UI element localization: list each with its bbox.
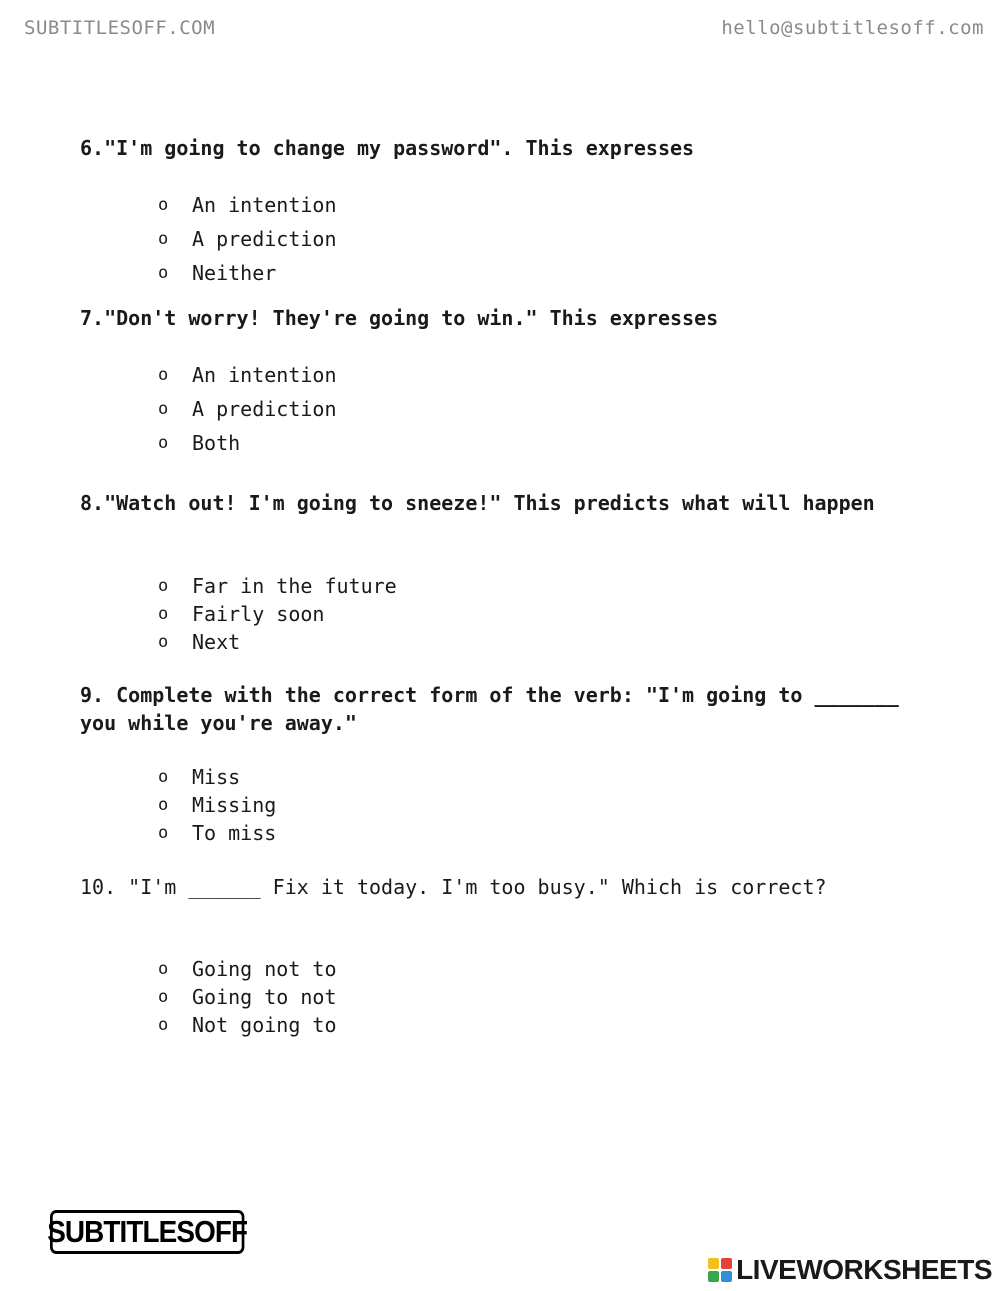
liveworksheets-logo-text: LIVEWORKSHEETS [736,1254,992,1285]
radio-bullet-icon: o [158,263,169,283]
subtitlesoff-logo [47,1210,248,1254]
radio-bullet-icon: o [158,195,169,215]
option[interactable] [158,600,397,628]
option-label: Missing [192,793,277,817]
option[interactable] [158,819,276,847]
radio-bullet-icon: o [158,823,169,843]
option[interactable] [158,763,276,791]
options-9 [158,763,276,847]
option-label: Not going to [192,1013,337,1037]
options-8 [158,572,397,656]
option[interactable] [158,572,397,600]
radio-bullet-icon: o [158,987,169,1007]
question-10: 10. "I'm ______ Fix it today. I'm too busy." Which is correct? [80,875,827,899]
option-label: An intention [192,193,337,217]
liveworksheets-blocks-icon [708,1258,732,1282]
option-label: Fairly soon [192,602,325,626]
option-label: An intention [192,363,337,387]
contact-email: hello@subtitlesoff.com [721,17,984,39]
option[interactable] [158,392,337,426]
subtitlesoff-logo-text: SUBTITLESOFF [47,1214,248,1249]
options-7 [158,358,337,460]
option-label: Going not to [192,957,337,981]
option[interactable] [158,256,337,290]
option-label: A prediction [192,397,337,421]
option[interactable] [158,358,337,392]
logo-block [708,1258,719,1269]
option-label: A prediction [192,227,337,251]
option-label: Neither [192,261,277,285]
radio-bullet-icon: o [158,795,169,815]
option[interactable] [158,426,337,460]
options-10 [158,955,337,1039]
logo-block [721,1271,732,1282]
option[interactable] [158,1011,337,1039]
radio-bullet-icon: o [158,632,169,652]
radio-bullet-icon: o [158,604,169,624]
logo-block [721,1258,732,1269]
logo-block [708,1271,719,1282]
option[interactable] [158,983,337,1011]
radio-bullet-icon: o [158,767,169,787]
options-6 [158,188,337,290]
option[interactable] [158,628,397,656]
option-label: Next [192,630,241,654]
radio-bullet-icon: o [158,365,169,385]
question-6: 6."I'm going to change my password". This expresses [80,136,695,160]
option[interactable] [158,791,276,819]
option-label: Both [192,431,241,455]
radio-bullet-icon: o [158,433,169,453]
question-7: 7."Don't worry! They're going to win." This expresses [80,306,719,330]
liveworksheets-logo [708,1254,992,1286]
option-label: Far in the future [192,574,397,598]
question-9: 9. Complete with the correct form of the verb: "I'm going to _______ you while you're away." [80,683,899,735]
option-label: To miss [192,821,277,845]
radio-bullet-icon: o [158,229,169,249]
option-label: Miss [192,765,241,789]
option[interactable] [158,955,337,983]
option[interactable] [158,188,337,222]
question-8: 8."Watch out! I'm going to sneeze!" This predicts what will happen [80,491,875,515]
site-name: SUBTITLESOFF.COM [24,17,216,39]
option[interactable] [158,222,337,256]
radio-bullet-icon: o [158,959,169,979]
radio-bullet-icon: o [158,576,169,596]
option-label: Going to not [192,985,337,1009]
radio-bullet-icon: o [158,399,169,419]
radio-bullet-icon: o [158,1015,169,1035]
